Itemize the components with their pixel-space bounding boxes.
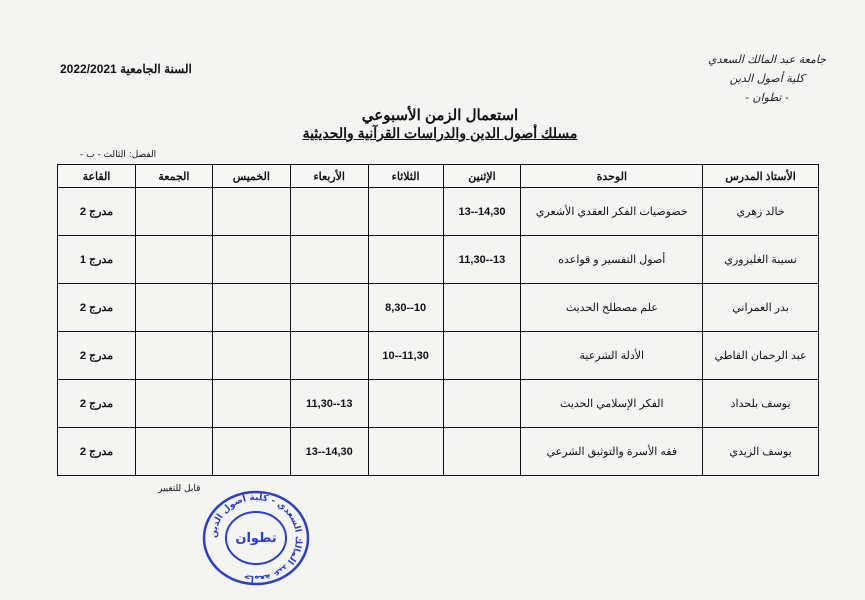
module-cell: فقه الأسرة والتوثيق الشرعي: [521, 428, 703, 476]
monday-cell: 11,30--13: [443, 236, 521, 284]
friday-cell: [135, 284, 212, 332]
column-header-module: الوحدة: [521, 165, 703, 188]
stamp-ring-textpath: جامعة عبد المالك السعدي - كلية أصول الدين: [208, 492, 304, 584]
column-header-wednesday: الأربعاء: [290, 165, 368, 188]
teacher-cell: يوسف الزيدي: [703, 428, 819, 476]
subject-to-change-note: قابل للتغيير: [158, 484, 201, 494]
room-cell: مدرج 2: [58, 380, 136, 428]
column-header-monday: الإثنين: [443, 165, 521, 188]
table-row: [58, 332, 819, 380]
thursday-cell: [212, 380, 290, 428]
tuesday-cell: [368, 428, 443, 476]
institution-line-city: - تطوان -: [745, 91, 789, 104]
wednesday-cell: 11,30--13: [290, 380, 368, 428]
monday-cell: [443, 380, 521, 428]
module-cell: الفكر الإسلامي الحديث: [521, 380, 703, 428]
thursday-cell: [212, 428, 290, 476]
stamp-center-text: تطوان: [235, 531, 277, 546]
table-row: [58, 428, 819, 476]
monday-cell: [443, 332, 521, 380]
teacher-cell: يوسف بلحداد: [703, 380, 819, 428]
room-cell: مدرج 2: [58, 428, 136, 476]
module-cell: أصول التفسير و قواعده: [521, 236, 703, 284]
monday-cell: [443, 284, 521, 332]
tuesday-cell: 8,30--10: [368, 284, 443, 332]
room-cell: مدرج 1: [58, 236, 136, 284]
institution-line-university: جامعة عبد المالك السعدي: [707, 53, 827, 66]
wednesday-cell: [290, 284, 368, 332]
title-block: [250, 106, 630, 142]
thursday-cell: [212, 284, 290, 332]
table-row: [58, 236, 819, 284]
room-cell: مدرج 2: [58, 332, 136, 380]
room-cell: مدرج 2: [58, 284, 136, 332]
thursday-cell: [212, 236, 290, 284]
wednesday-cell: [290, 188, 368, 236]
teacher-cell: نسيبة الغليزوري: [703, 236, 819, 284]
thursday-cell: [212, 332, 290, 380]
wednesday-cell: [290, 236, 368, 284]
institution-line-faculty: كلية أصول الدين: [729, 72, 805, 85]
teacher-cell: خالد زهري: [703, 188, 819, 236]
friday-cell: [135, 380, 212, 428]
column-header-friday: الجمعة: [135, 165, 212, 188]
teacher-cell: بدر العمراني: [703, 284, 819, 332]
institution-handwritten-header: [707, 50, 827, 107]
wednesday-cell: 13--14,30: [290, 428, 368, 476]
table-row: [58, 284, 819, 332]
tuesday-cell: [368, 236, 443, 284]
table-row: [58, 380, 819, 428]
page-subtitle: مسلك أصول الدين والدراسات القرآنية والحديثية: [302, 125, 578, 141]
page-title: استعمال الزمن الأسبوعي: [361, 107, 519, 124]
thursday-cell: [212, 188, 290, 236]
module-cell: الأدلة الشرعية: [521, 332, 703, 380]
friday-cell: [135, 332, 212, 380]
official-stamp: [200, 488, 312, 588]
friday-cell: [135, 188, 212, 236]
teacher-cell: عبد الرحمان القاطي: [703, 332, 819, 380]
section-label: الفصل: الثالث - ب -: [80, 150, 157, 160]
monday-cell: 13--14,30: [443, 188, 521, 236]
room-cell: مدرج 2: [58, 188, 136, 236]
module-cell: علم مصطلح الحديث: [521, 284, 703, 332]
tuesday-cell: [368, 188, 443, 236]
column-header-room: القاعة: [58, 165, 136, 188]
column-header-tuesday: الثلاثاء: [368, 165, 443, 188]
monday-cell: [443, 428, 521, 476]
schedule-table: [57, 164, 819, 476]
friday-cell: [135, 236, 212, 284]
column-header-thursday: الخميس: [212, 165, 290, 188]
tuesday-cell: [368, 380, 443, 428]
module-cell: خصوصيات الفكر العقدي الأشعري: [521, 188, 703, 236]
academic-year: السنة الجامعية 2022/2021: [60, 62, 192, 76]
wednesday-cell: [290, 332, 368, 380]
table-header-row: [58, 165, 819, 188]
tuesday-cell: 10--11,30: [368, 332, 443, 380]
column-header-teacher: الأستاذ المدرس: [703, 165, 819, 188]
table-row: [58, 188, 819, 236]
friday-cell: [135, 428, 212, 476]
